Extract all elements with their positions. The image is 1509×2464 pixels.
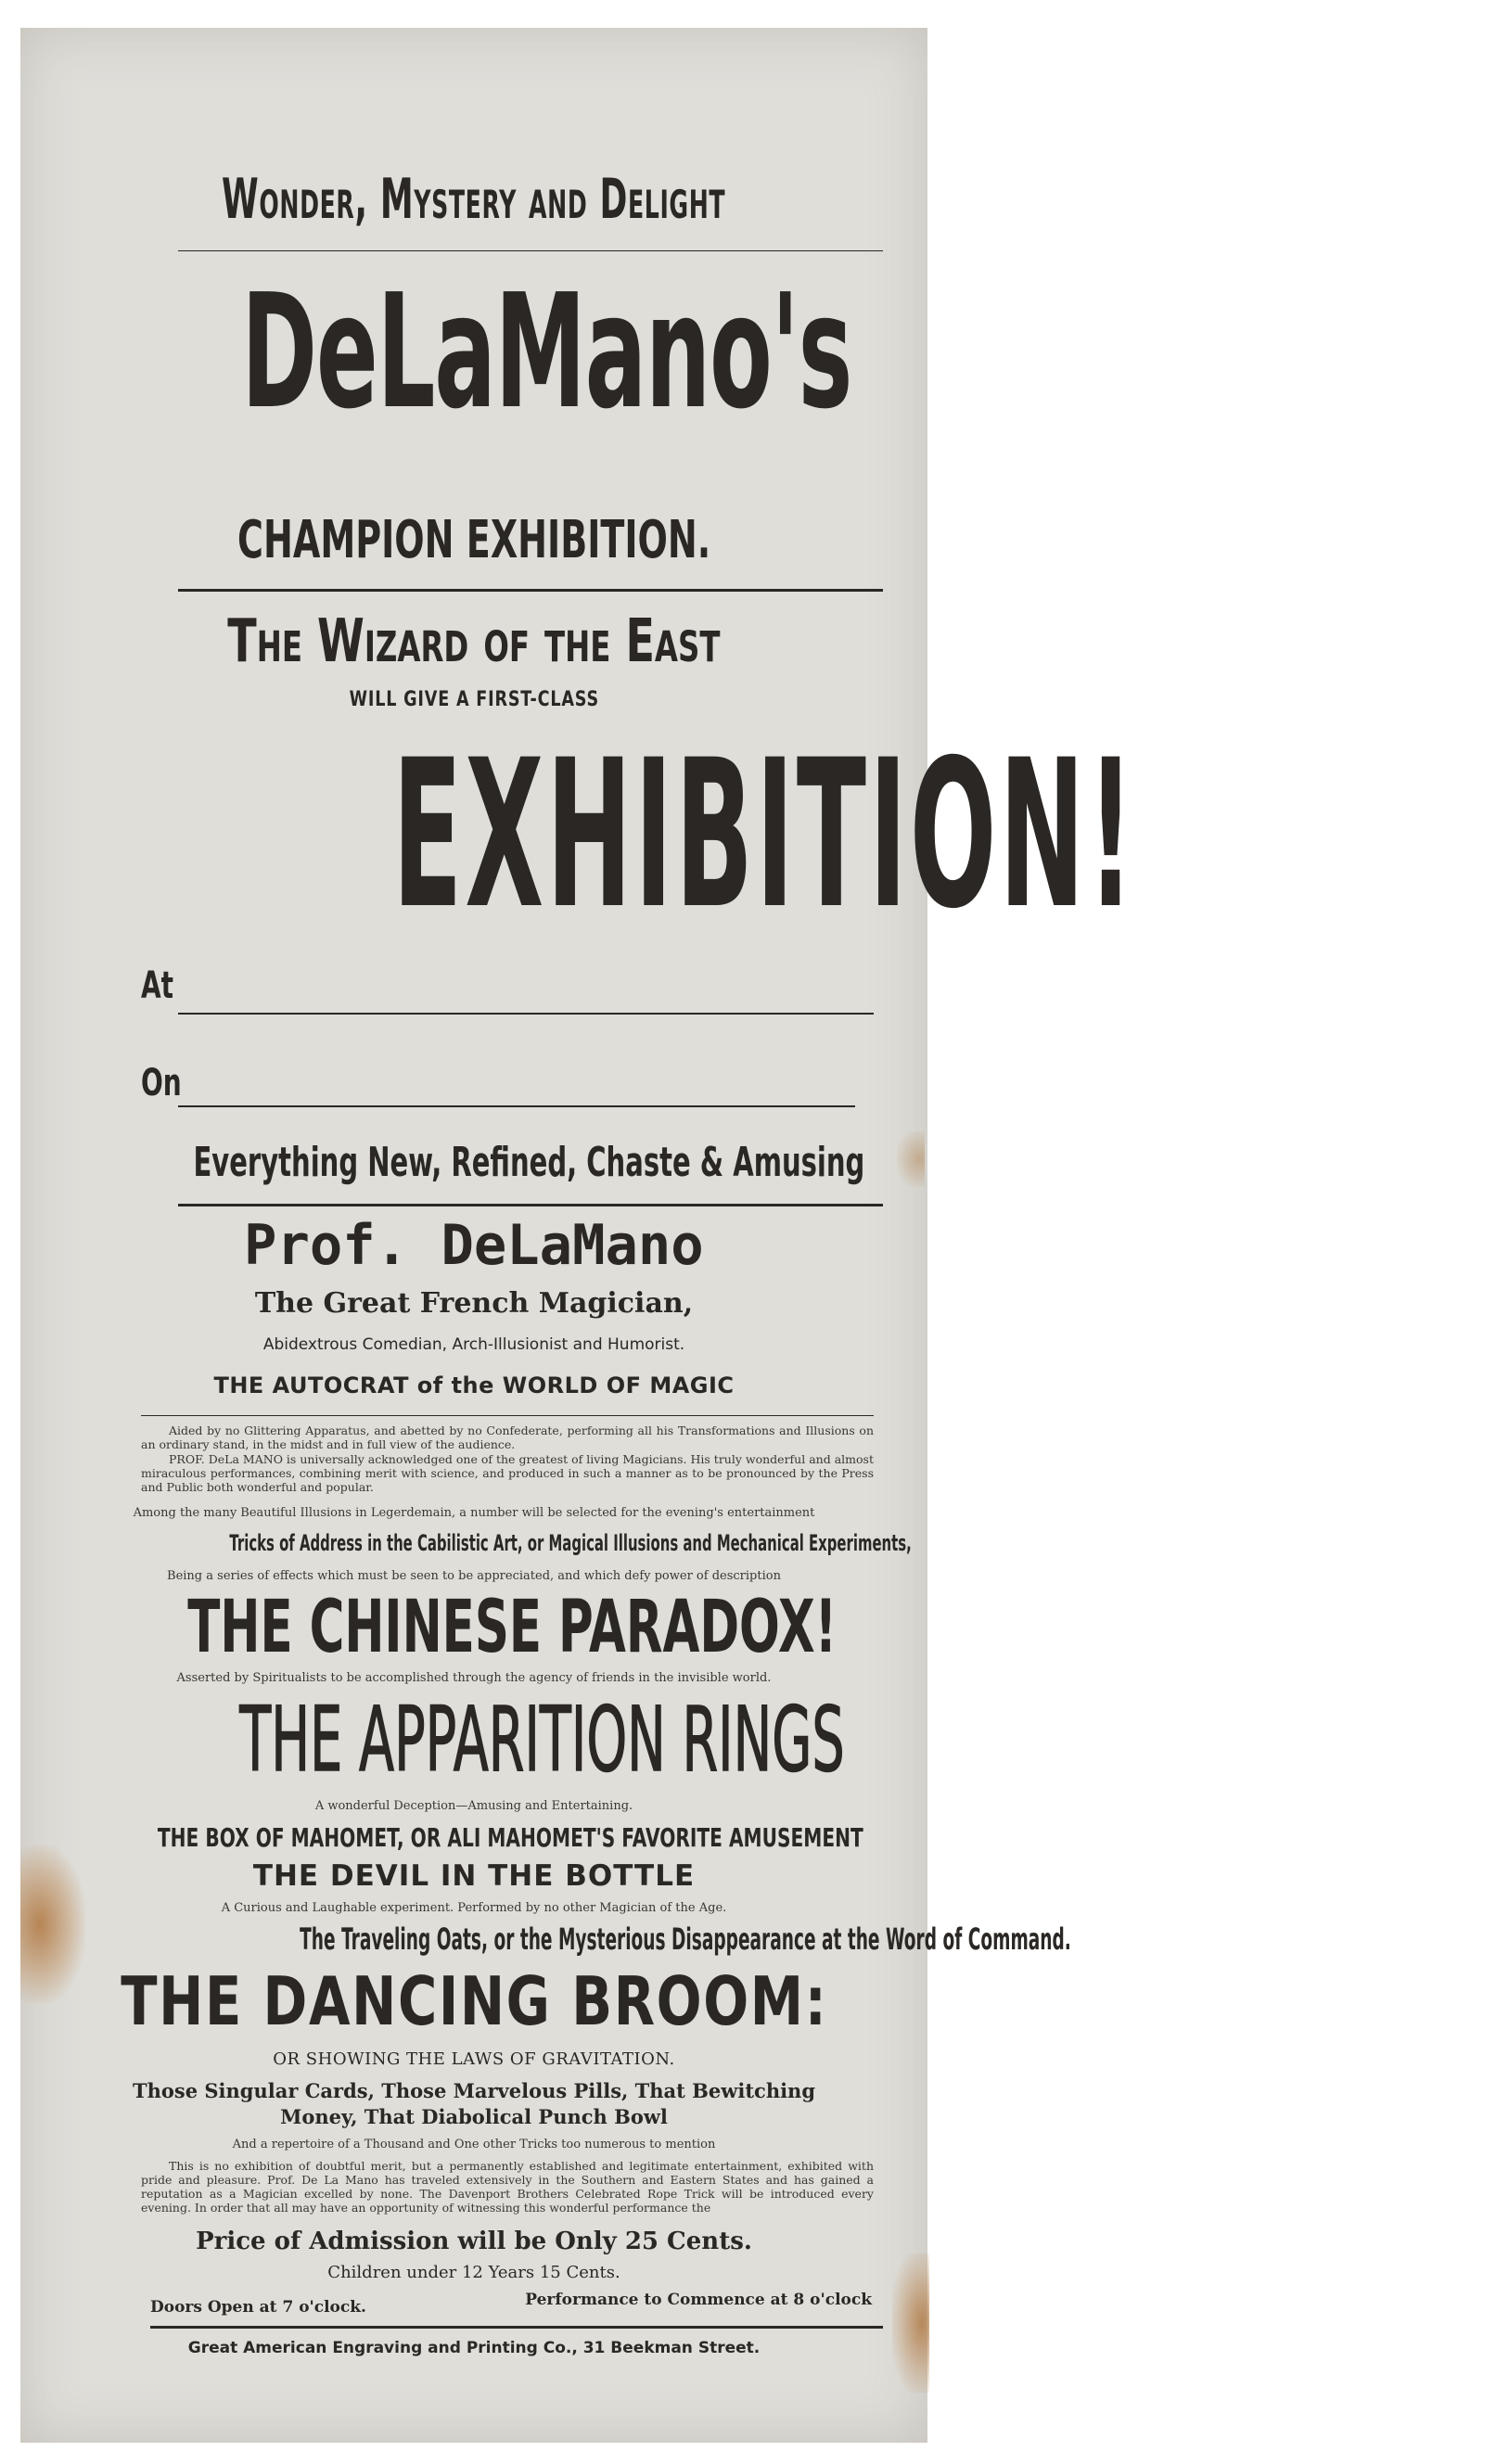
asserted-line: Asserted by Spiritualists to be accomplished through the agency of friends in the invisible world. (176, 1671, 772, 1685)
divider (178, 589, 883, 592)
at-label: At (141, 964, 174, 1007)
singular-cards-line-1: Those Singular Cards, Those Marvelous Pills, That Bewitching (132, 2079, 816, 2102)
traveling-oats: The Traveling Oats, or the Mysterious Disappearance at the Word of Command. (300, 1921, 1071, 1957)
divider (150, 2326, 883, 2329)
prof-paragraph: PROF. DeLa MANO is universally acknowledged one of the greatest of living Magicians. His truly wonderful and almost miraculous performances, combining merit with science, and produced in such a manner as to be pronounced by the Press and Public both wonderful and popular. (141, 1452, 874, 1494)
will-give-line: WILL GIVE A FIRST-CLASS (349, 688, 599, 711)
exhibition-title: EXHIBITION! (392, 716, 1137, 953)
champion-exhibition: CHAMPION EXHIBITION. (237, 510, 711, 570)
wizard-of-the-east: The Wizard of the East (227, 607, 721, 676)
professor-name: Prof. DeLaMano (244, 1213, 704, 1278)
chinese-paradox: THE CHINESE PARADOX! (187, 1586, 838, 1669)
on-label: On (141, 1062, 182, 1104)
autocrat-line: THE AUTOCRAT of the WORLD OF MAGIC (213, 1372, 735, 1398)
showing-laws: OR SHOWING THE LAWS OF GRAVITATION. (273, 2049, 675, 2069)
apparition-rings: THE APPARITION RINGS (239, 1688, 845, 1792)
wonderful-line: A wonderful Deception—Amusing and Entertaining. (314, 1799, 633, 1813)
repertoire-line: And a repertoire of a Thousand and One other Tricks too numerous to mention (232, 2138, 716, 2151)
divider (178, 1204, 883, 1206)
everything-new: Everything New, Refined, Chaste & Amusing (193, 1139, 865, 1186)
poster-sheet (20, 28, 1137, 2443)
doors-open: Doors Open at 7 o'clock. (150, 2298, 366, 2317)
price-of-admission: Price of Admission will be Only 25 Cents. (196, 2228, 752, 2255)
printer-credit: Great American Engraving and Printing Co., 31 Beekman Street. (187, 2339, 761, 2357)
date-blank-line (178, 1105, 855, 1107)
among-line: Among the many Beautiful Illusions in Legerdemain, a number will be selected for the evening's entertainment (133, 1506, 815, 1520)
performance-time: Performance to Commence at 8 o'clock (525, 2291, 872, 2309)
tricks-of-address: Tricks of Address in the Cabilistic Art, or Magical Illusions and Mechanical Experiments, (229, 1530, 912, 1556)
headline: Wonder, Mystery and Delight (222, 167, 726, 232)
curious-line: A Curious and Laughable experiment. Performed by no other Magician of the Age. (221, 1901, 727, 1915)
being-line: Being a series of effects which must be seen to be appreciated, and which defy power of description (167, 1569, 781, 1583)
children-price: Children under 12 Years 15 Cents. (327, 2263, 620, 2282)
great-french-magician: The Great French Magician, (254, 1287, 694, 1320)
no-exhibition-paragraph: This is no exhibition of doubtful merit, but a permanently established and legitimate entertainment, exhibited with pride and pleasure. Prof. De La Mano has traveled extensively in the Southern and Eastern States and has gained a reputation as a Magician excelled by none. The Davenport Brothers Celebrated Rope Trick will be introduced every evening. In order that all may have an opportunity of witnessing this wonderful performance the (141, 2159, 874, 2215)
performer-name: DeLaMano's (241, 261, 852, 444)
dancing-broom: THE DANCING BROOM: (120, 1962, 828, 2040)
divider (178, 250, 883, 251)
singular-cards-line-2: Money, That Diabolical Punch Bowl (280, 2105, 668, 2128)
venue-blank-line (178, 1013, 874, 1015)
abidextrous-line: Abidextrous Comedian, Arch-Illusionist and Humorist. (262, 1335, 685, 1354)
divider (141, 1415, 874, 1416)
box-of-mahomet: THE BOX OF MAHOMET, OR ALI MAHOMET'S FAVORITE AMUSEMENT (157, 1822, 863, 1853)
devil-in-bottle: THE DEVIL IN THE BOTTLE (252, 1859, 696, 1893)
aided-paragraph: Aided by no Glittering Apparatus, and abetted by no Confederate, performing all his Transformations and Illusions on an ordinary stand, in the midst and in full view of the audience. (141, 1424, 874, 1451)
